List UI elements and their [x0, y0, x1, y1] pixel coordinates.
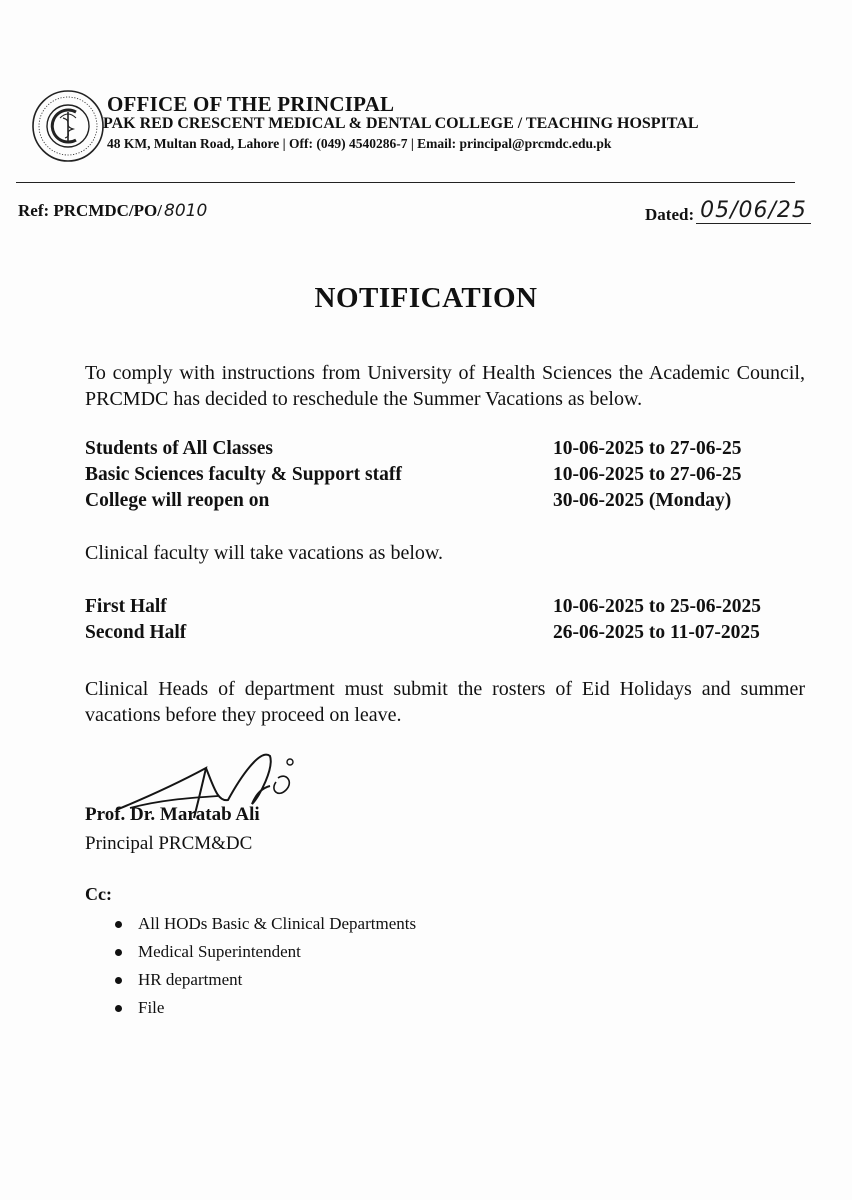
- clinical-schedule: [85, 596, 805, 648]
- schedule-label: College will reopen on: [85, 490, 270, 511]
- schedule-label: First Half: [85, 596, 167, 617]
- bullet-icon: [115, 949, 122, 956]
- schedule-value: 10-06-2025 to 25-06-2025: [553, 596, 761, 617]
- office-title: OFFICE OF THE PRINCIPAL: [107, 92, 395, 116]
- schedule-value: 10-06-2025 to 27-06-25: [553, 464, 742, 485]
- schedule-row: [85, 596, 805, 622]
- bullet-icon: [115, 1005, 122, 1012]
- clinical-intro: Clinical faculty will take vacations as below.: [85, 542, 444, 564]
- college-address: 48 KM, Multan Road, Lahore | Off: (049) 4540286-7 | Email: principal@prcmdc.edu.pk: [107, 136, 612, 151]
- dated-value: 05/06/25: [696, 198, 811, 224]
- cc-item-label: HR department: [138, 970, 243, 989]
- list-item: [112, 941, 416, 969]
- schedule-row: [85, 438, 805, 464]
- cc-label: Cc:: [85, 884, 112, 904]
- closing-paragraph: Clinical Heads of department must submit the rosters of Eid Holidays and summer vacations before they proceed on leave.: [85, 678, 805, 726]
- schedule-value: 26-06-2025 to 11-07-2025: [553, 622, 760, 643]
- schedule-value: 10-06-2025 to 27-06-25: [553, 438, 742, 459]
- cc-item-label: Medical Superintendent: [138, 942, 301, 961]
- list-item: [112, 969, 416, 997]
- schedule-row: [85, 464, 805, 490]
- header-divider: [16, 182, 795, 183]
- bullet-icon: [115, 921, 122, 928]
- bullet-icon: [115, 977, 122, 984]
- vacation-schedule: [85, 438, 805, 516]
- college-seal-icon: [30, 88, 106, 164]
- schedule-value: 30-06-2025 (Monday): [553, 490, 732, 511]
- list-item: [112, 913, 416, 941]
- cc-item-label: All HODs Basic & Clinical Departments: [138, 914, 417, 933]
- college-name: PAK RED CRESCENT MEDICAL & DENTAL COLLEGE / TEACHING HOSPITAL: [103, 115, 699, 132]
- signatory-name: Prof. Dr. Maratab Ali: [85, 804, 260, 825]
- cc-item-label: File: [138, 998, 165, 1017]
- schedule-label: Basic Sciences faculty & Support staff: [85, 464, 402, 485]
- ref-number: 8010: [164, 201, 208, 221]
- page-title: NOTIFICATION: [314, 282, 538, 314]
- dated-label: Dated:: [645, 205, 695, 224]
- dated-line: [645, 198, 811, 227]
- list-item: [112, 997, 416, 1025]
- schedule-label: Second Half: [85, 622, 187, 643]
- ref-label: Ref: PRCMDC/PO/: [18, 201, 162, 220]
- reference-line: [18, 201, 207, 221]
- cc-list: [112, 913, 416, 1025]
- intro-paragraph: To comply with instructions from University of Health Sciences the Academic Council, PRCMDC has decided to reschedule the Summer Vacations as below.: [85, 362, 805, 410]
- signatory-title: Principal PRCM&DC: [85, 833, 253, 854]
- schedule-row: [85, 490, 805, 516]
- schedule-row: [85, 622, 805, 648]
- schedule-label: Students of All Classes: [85, 438, 273, 459]
